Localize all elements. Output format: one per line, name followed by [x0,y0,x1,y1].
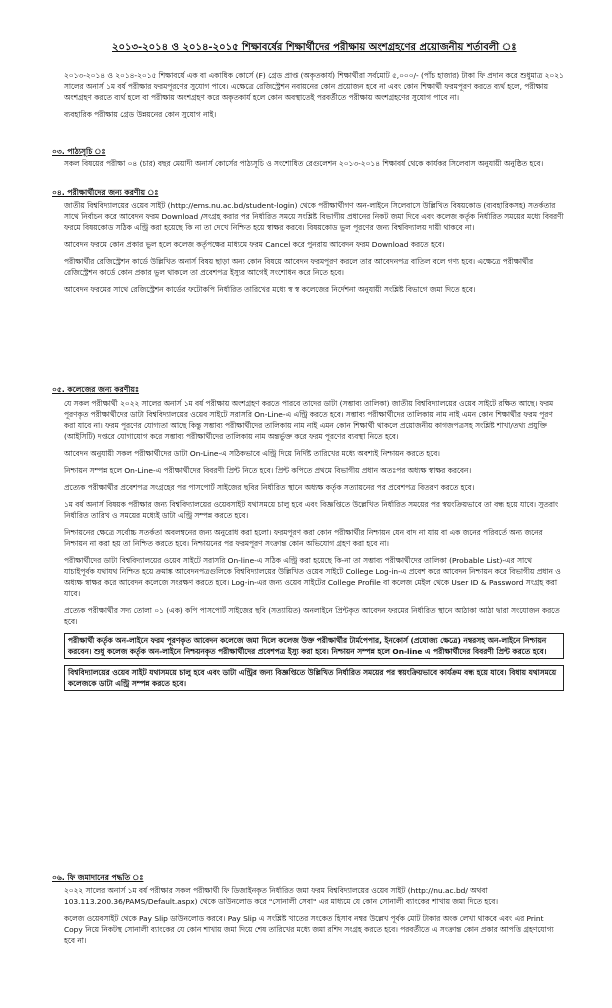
section-06-para: ২০২২ সালের অনার্স ১ম বর্ষ পরীক্ষার সকল পরীক্ষার্থী ফি ডিজাইনকৃত নির্ধারিত জমা ফরম বিশ্ববিদ্যালয়ের ওয়েব সাইট (http://nu.ac.bd/ অথবা 103.113.200.36/PAMS/Default.aspx) থেকে ডাউনলোড করে "সোনালী সেবা" এর মাধ্যমে যে কোন সোনালী ব্যাংকের শাখায় জমা দিতে হবে। [64,886,498,906]
section-04 [64,200,564,295]
intro-note: ব্যবহারিক পরীক্ষায় গ্রেড উন্নয়নের কোন সুযোগ নাই। [64,110,217,119]
boxed-notice-confirmation: পরীক্ষার্থী কর্তৃক অন-লাইনে ফরম পূরণকৃত আবেদন কলেজে জমা দিলে কলেজ উক্ত পরীক্ষার্থীর টার্মপেপার, ইনকোর্স (প্রযোজ্য ক্ষেত্রে) নম্বরসহ অন-লাইনে নিশ্চায়ন করবেন। শুধু কলেজ কর্তৃক অন-লাইনে নিশ্চয়নকৃত পরীক্ষার্থীদের প্রবেশপত্র ইস্যু করা হবে। নিশ্চায়ন সম্পন্ন হলে On-line এ পরীক্ষার্থীদের বিবরণী প্রিন্ট করতে হবে। [64,633,564,659]
section-04-para: জাতীয় বিশ্ববিদ্যালয়ের ওয়েব সাইট (http://ems.nu.ac.bd/student-login) থেকে পরীক্ষার্থীগণ অন-লাইনে সিলেবাসে উল্লিখিত বিষয়কোড (ব্যবহারিকসহ) সতর্কতার সাথে নির্বাচন করে আবেদন ফরম Download /সংগ্রহ করার পর নির্ধারিত সময়ে সংশ্লিষ্ট বিভাগীয় প্রধানের নিকট জমা দিবে এবং কলেজ কর্তৃক নির্ধারিত সময়ের মধ্যে বিবরণী ফরমে বিষয়কোড সঠিক এন্ট্রি করা হয়েছে কি না তা দেখে নিশ্চিত হয়ে স্বাক্ষর করবে। বিষয়কোড ভুল পূরণের জন্য বিশ্ববিদ্যালয় দায়ী থাকবে না। [64,201,564,232]
page-title: ২০১৩-২০১৪ ও ২০১৪-২০১৫ শিক্ষাবর্ষের শিক্ষার্থীদের পরীক্ষায় অংশগ্রহণের প্রয়োজনীয় শর্তাবলী ঃ [112,42,517,53]
section-06-para: কলেজ ওয়েবসাইট থেকে Pay Slip ডাউনলোড করবে। Pay Slip এ সংশ্লিষ্ট খাতের সংকেত হিসাব নম্বর উল্লেখ পূর্বক মোট টাকার অংক লেখা থাকবে এবং এর Print Copy নিয়ে নিকটস্থ সোনালী ব্যাংকের যে কোন শাখায় জমা দিয়ে শেষ তারিখের মধ্যে জমা রশিদ সংগ্রহ করতে হবে। পরবর্তীতে এ সংক্রান্ত কোন প্রকার আপত্তি গ্রহণযোগ্য হবে না। [64,914,554,945]
section-05-para: নিশ্চায়ন সম্পন্ন হলে On-Line-এ পরীক্ষার্থীদের বিবরণী প্রিন্ট নিতে হবে। প্রিন্ট কপিতে প্রথমে বিভাগীয় প্রধান অতঃপর অধ্যক্ষ স্বাক্ষর করবেন। [64,466,472,475]
section-05-para: যে সকল পরীক্ষার্থী ২০২২ সালের অনার্স ১ম বর্ষ পরীক্ষায় অংশগ্রহণ করতে পারবে তাদের ডাটা (সম্ভাব্য তালিকা) জাতীয় বিশ্ববিদ্যালয়ের ওয়েব সাইটে রক্ষিত আছে। ফরম পূরণকৃত পরীক্ষার্থীদের ডাটা বিশ্ববিদ্যালয়ের ওয়েব সাইটে সরাসরি On-Line-এ এন্ট্রি করতে হবে। সম্ভাব্য পরীক্ষার্থীদের তালিকায় নাম নাই এমন কোন শিক্ষার্থীর ফরম পূরণ করা যাবে না। ফরম পূরণের যোগ্যতা আছে কিন্তু সম্ভাব্য পরীক্ষার্থীদের তালিকায় নাম নাই এমন কোন শিক্ষার্থী থাকলে প্রয়োজনীয় কাগজপত্রসহ সংশ্লিষ্ট শাখা/তথ্য প্রযুক্তি (আইসিটি) দপ্তরে যোগাযোগ করে সম্ভাব্য পরীক্ষার্থীদের তালিকায় নাম অন্তর্ভুক্ত করে ফরম পূরণের ব্যবস্থা নিতে হবে। [64,399,554,441]
boxed-notice-deadline: বিশ্ববিদ্যালয়ের ওয়েব সাইট যথাসময়ে চালু হবে এবং ডাটা এন্ট্রির জন্য বিজ্ঞপ্তিতে উল্লিখিত নির্ধারিত সময়ের পর স্বয়ংক্রিয়ভাবে কার্যক্রম বন্ধ হয়ে যাবে। বিধায় যথাসময়ে কলেজকে ডাটা এন্ট্রি সম্পন্ন করতে হবে। [64,665,564,691]
section-04-para: আবেদন ফরমে কোন প্রকার ভুল হলে কলেজ কর্তৃপক্ষের মাধ্যমে ফরম Cancel করে পুনরায় আবেদন ফরম Download করতে হবে। [64,240,445,249]
section-03-text: সকল বিষয়ের পরীক্ষা ০৪ (চার) বছর মেয়াদী অনার্স কোর্সের পাঠ্যসূচি ও সংশোধিত রেগুলেশন ২০১৩-২০১৪ শিক্ষাবর্ষ থেকে কার্যকর সিলেবাস অনুযায়ী অনুষ্ঠিত হবে। [64,159,544,168]
section-03 [64,158,564,169]
section-06 [64,885,564,946]
section-05-para: ১ম বর্ষ অনার্স বিষয়ক পরীক্ষার জন্য বিশ্ববিদ্যালয়ের ওয়েবসাইট যথাসময়ে চালু হবে এবং বিজ্ঞপ্তিতে উল্লেখিত নির্ধারিত সময়ের পর স্বয়ংক্রিয়ভাবে তা বন্ধ হয়ে যাবে। সুতরাং নির্ধারিত তারিখ ও সময়ের মধ্যেই ডাটা এন্ট্রি সম্পন্ন করতে হবে। [64,500,559,520]
section-04-para: আবেদন ফরমের সাথে রেজিস্ট্রেশন কার্ডের ফটোকপি নির্ধারিত তারিখের মধ্যে স্ব স্ব কলেজের নির্দেশনা অনুযায়ী সংশ্লিষ্ট বিভাগে জমা দিতে হবে। [64,285,476,294]
section-05-heading: ০৫. কলেজের জন্য করণীয়ঃ [52,385,140,394]
intro-section [64,70,564,120]
section-03-heading: ০৩. পাঠ্যসূচি ঃ [52,147,106,156]
section-05-para: নিশ্চায়নের ক্ষেত্রে সর্বোচ্চ সতর্কতা অবলম্বনের জন্য অনুরোধ করা হলো। ফরমপূরণ করা কোন পরীক্ষার্থীর নিশ্চায়ন যেন বাদ না যায় বা এক জনের পরিবর্তে অন্য জনের নিশ্চায়ন না করা হয় তা নিশ্চিত করতে হবে। নিশ্চায়নের পর ফরমপূরণ সংক্রান্ত কোন অভিযোগ গ্রহণ করা হবে না। [64,528,543,548]
section-05 [64,398,564,691]
section-06-heading: ০৬. ফি জমাদানের পদ্ধতি ঃ [52,873,144,882]
section-04-para: পরীক্ষার্থীর রেজিস্ট্রেশন কার্ডে উল্লিখিত অনার্স বিষয় ছাড়া অন্য কোন বিষয়ে আবেদন ফরমপূরণ করলে তার আবেদনপত্র বাতিল বলে গণ্য হবে। এক্ষেত্রে পরীক্ষার্থীর রেজিস্ট্রেশন কার্ডে কোন প্রকার ভুল থাকলে তা প্রবেশপত্র ইস্যুর আগেই সংশোধন করে নিতে হবে। [64,257,534,277]
section-05-para: পরীক্ষার্থীদের ডাটা বিশ্ববিদ্যালয়ের ওয়েব সাইটে সরাসরি On-line-এ সঠিক এন্ট্রি করা হয়েছে কি-না তা সম্ভাব্য পরীক্ষার্থীদের তালিকা (Probable List)-এর সাথে যাচাইপূর্বক যথাযথ নিশ্চিত হয়ে ক্রমাঙ্ক আবেদনপত্রগুলিকে বিশ্ববিদ্যালয়ের উল্লিখিত ওয়েব সাইটে College Log-in-এ প্রবেশ করে আবেদন নিশ্চায়ন করে বিভাগীয় প্রধান ও অধ্যক্ষ স্বাক্ষর করে আবেদন কলেজে সংরক্ষণ করতে হবে। Log-in-এর জন্য ওয়েব সাইটের College Profile বা কলেজ মেইল থেকে User ID & Password সংগ্রহ করা যাবে। [64,556,561,598]
section-04-heading: ০৪. পরীক্ষার্থীদের জন্য করণীয় ঃ [52,188,159,197]
intro-paragraph: ২০১৩-২০১৪ ও ২০১৪-২০১৫ শিক্ষাবর্ষে এক বা একাধিক কোর্সে (F) গ্রেড প্রাপ্ত (অকৃতকার্য) শিক্ষার্থীরা সর্বমোট ৫,০০০/- (পাঁচ হাজার) টাকা ফি প্রদান করে শুধুমাত্র ২০২১ সালের অনার্স ১ম বর্ষ পরীক্ষার ফরমপূরণের সুযোগ পাবে। এক্ষেত্রে রেজিস্ট্রেশন নবায়নের কোন প্রয়োজন হবে না এবং কোন শিক্ষার্থী ফরমপূরণ করতে ব্যর্থ হলে, পরীক্ষায় অংশগ্রহণ করতে ব্যর্থ হলে বা পরীক্ষায় অংশগ্রহণ করে অকৃতকার্য হলে কোন অবস্থাতেই পরবর্তীতে পরীক্ষায় অংশগ্রহণের সুযোগ পাবে না। [64,71,564,102]
section-05-para: আবেদন অনুযায়ী সকল পরীক্ষার্থীদের ডাটা On-Line-এ সঠিকভাবে এন্ট্রি দিয়ে নির্দিষ্ট তারিখের মধ্যে অবশ্যই নিশ্চায়ন করতে হবে। [64,449,440,458]
section-05-para: প্রত্যেক পরীক্ষার্থীর প্রবেশপত্র সংগ্রহের পর পাসপোর্ট সাইজের ছবির নির্ধারিত স্থানে অধ্যক্ষ কর্তৃক সত্যায়নের পর প্রবেশপত্র বিতরণ করতে হবে। [64,483,475,492]
section-05-para: প্রত্যেক পরীক্ষার্থীর সদ্য তোলা ০১ (এক) কপি পাসপোর্ট সাইজের ছবি (সত্যায়িত) অনলাইনে প্রিন্টকৃত আবেদন ফরমের নির্ধারিত স্থানে আঠাকা আঠা দ্বারা সংযোজন করতে হবে। [64,606,560,626]
